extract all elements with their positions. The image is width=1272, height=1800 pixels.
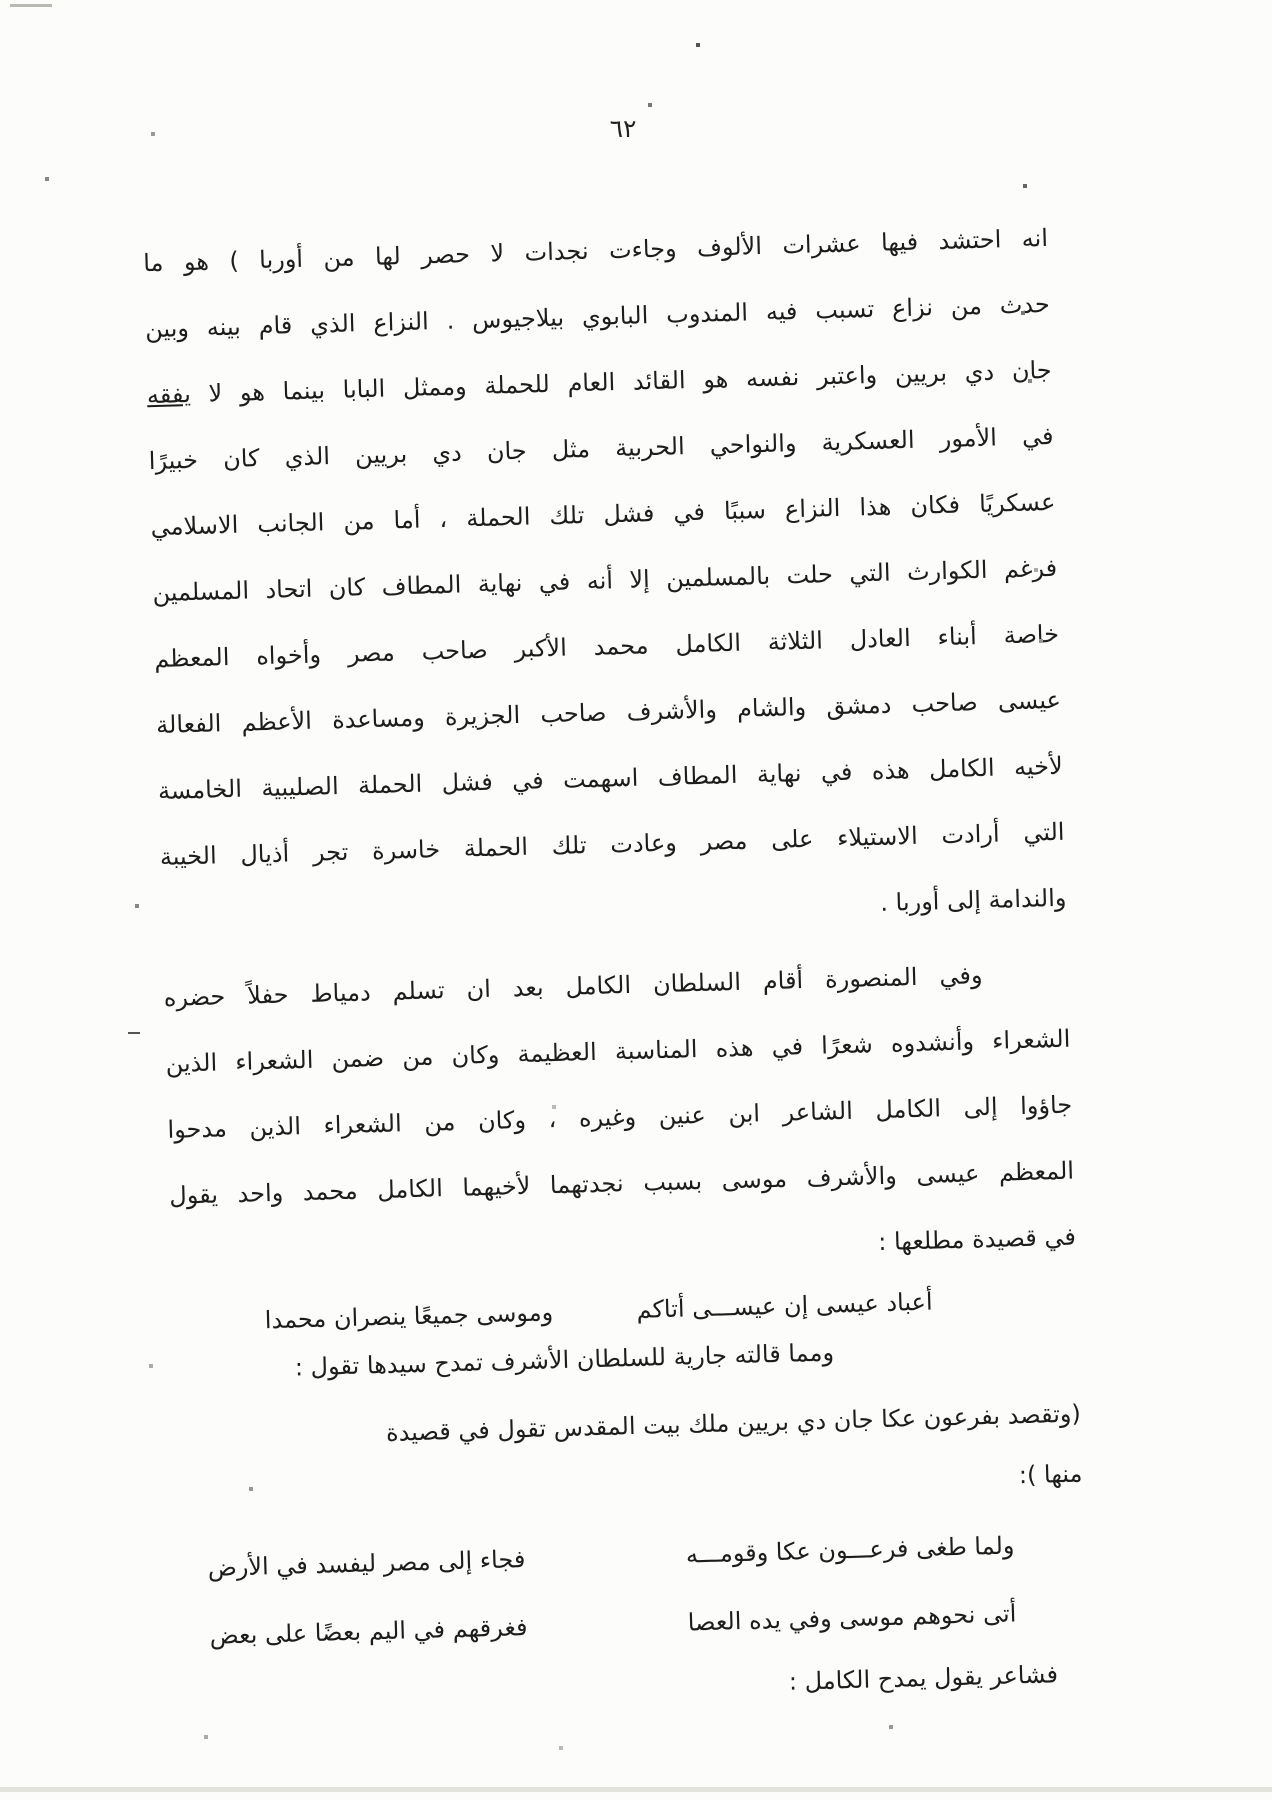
hemistich-right: أعباد عيسى إن عيســـى أتاكم [636, 1287, 933, 1324]
jariya-line: ومما قالته جارية للسلطان الأشرف تمدح سيدها تقول : [294, 1338, 835, 1382]
paragraph-1 [142, 205, 1067, 956]
margin-mark [128, 1032, 140, 1034]
paren-note-line-1: (وتقصد بفرعون عكا جان دي بريين ملك بيت المقدس تقول في قصيدة [385, 1399, 1082, 1447]
text-line: وفي المنصورة أقام السلطان الكامل بعد ان تسلم دمياط حفلاً حضره [163, 961, 983, 1012]
hemistich-left: فجاء إلى مصر ليفسد في الأرض [207, 1545, 526, 1582]
text-line: والندامة إلى أوربا . [879, 883, 1067, 917]
text-line: انه احتشد فيها عشرات الألوف وجاءت نجدات لا حصر لها من أوربا ) هو ما [142, 223, 1049, 278]
page-number: ٦٢ [609, 114, 637, 143]
scan-bottom-edge [0, 1787, 1272, 1792]
hemistich-left: فغرقهم في اليم بعضًا على بعض [209, 1613, 528, 1650]
text-line: جاؤوا إلى الكامل الشاعر ابن عنين وغيره ، وكان من الشعراء الذين مدحوا [167, 1090, 1073, 1144]
underlined-word: يفقه [146, 379, 192, 410]
text-line: في قصيدة مطلعها : [877, 1222, 1077, 1257]
text-line-segment: جان دي بريين واعتبر نفسه هو القائد العام للحملة وممثل البابا بينما هو لا [208, 355, 1052, 408]
poem-2 [179, 1519, 1087, 1660]
text-line: المعظم عيسى والأشرف موسى بسبب نجدتهما لأخيهما الكامل محمد واحد يقول [168, 1156, 1075, 1210]
text-line: التي أرادت الاستيلاء على مصر وعادت تلك الحملة خاسرة تجر أذيال الخيبة [159, 817, 1065, 872]
hemistich-right: ولما طغى فرعـــون عكا وقومـــه [685, 1531, 1015, 1569]
scan-corner-mark [10, 4, 52, 7]
text-line: عيسى صاحب دمشق والشام والأشرف صاحب الجزيرة ومساعدة الأعظم الفعالة [155, 685, 1062, 740]
paragraph-2 [163, 940, 1077, 1295]
verse-line [179, 1519, 1085, 1592]
text-line: في الأمور العسكرية والنواحي الحربية مثل جان دي بريين الذي كان خبيرًا [148, 421, 1054, 476]
hemistich-left: وموسى جميعًا ينصران محمدا [264, 1298, 554, 1335]
body-text [142, 205, 1088, 1721]
text-line: حدث من نزاع تسبب فيه المندوب البابوي بيلاجيوس . النزاع الذي قام بينه وبين [144, 289, 1051, 344]
hemistich-right: أتى نحوهم موسى وفي يده العصا [687, 1599, 1017, 1637]
text-line: لأخيه الكامل هذه في نهاية المطاف اسهمت في فشل الحملة الصليبية الخامسة [157, 751, 1064, 806]
paren-note-line-2: منها ): [1018, 1459, 1083, 1490]
closing-line: فشاعر يقول يمدح الكامل : [788, 1660, 1059, 1696]
scan-speckles [0, 0, 2, 2]
verse-line [181, 1587, 1087, 1660]
text-line: فرغم الكوارث التي حلت بالمسلمين إلا أنه في نهاية المطاف كان اتحاد المسلمين [152, 553, 1058, 608]
text-line: خاصة أبناء العادل الثلاثة الكامل محمد الأكبر صاحب مصر وأخواه المعظم [153, 619, 1060, 674]
text-line: عسكريًا فكان هذا النزاع سببًا في فشل تلك الحملة ، أما من الجانب الاسلامي [150, 487, 1056, 542]
text-line: الشعراء وأنشدوه شعرًا في هذه المناسبة العظيمة وكان من ضمن الشعراء الذين [165, 1024, 1071, 1078]
